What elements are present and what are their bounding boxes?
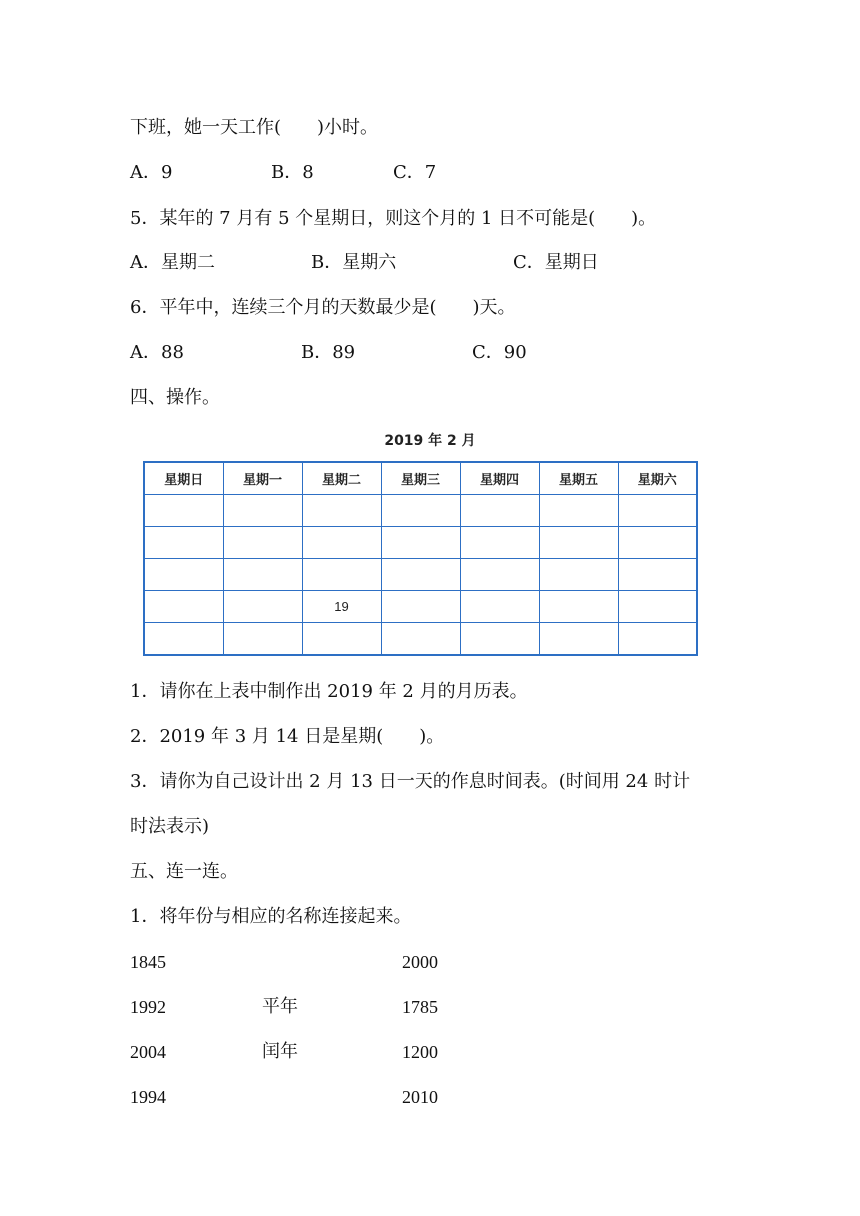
header-thursday: 星期四 [460,462,539,495]
q6-text: 6．平年中，连续三个月的天数最少是( )天。 [130,297,516,318]
year-right-2[interactable]: 1785 [402,997,438,1017]
calendar-week-row [144,495,697,527]
year-left-3[interactable]: 2004 [130,1042,166,1062]
calendar-cell[interactable] [618,591,697,623]
calendar-cell[interactable] [539,559,618,591]
header-tuesday: 星期二 [302,462,381,495]
calendar-cell[interactable] [539,623,618,656]
q5-option-a: A．星期二 [130,252,215,273]
calendar-title: 2019 年 2 月 [384,433,476,449]
q5-option-b: B．星期六 [311,252,397,273]
s4-question-2: 2．2019 年 3 月 14 日是星期( )。 [130,726,445,747]
calendar-cell[interactable] [144,495,223,527]
header-monday: 星期一 [223,462,302,495]
calendar-cell[interactable] [381,559,460,591]
calendar-cell[interactable] [539,495,618,527]
q4-tail: 下班，她一天工作( )小时。 [130,117,379,138]
calendar-table [143,461,698,656]
s5-question-1: 1．将年份与相应的名称连接起来。 [130,906,412,927]
calendar-cell[interactable] [381,591,460,623]
calendar-cell[interactable] [223,591,302,623]
year-right-1[interactable]: 2000 [402,952,438,972]
calendar-cell[interactable] [381,495,460,527]
calendar-cell[interactable] [618,527,697,559]
calendar-cell[interactable] [618,495,697,527]
calendar-cell[interactable] [460,527,539,559]
calendar-week-row [144,623,697,656]
section-five-heading: 五、连一连。 [130,861,238,882]
calendar-cell[interactable] [460,591,539,623]
calendar-cell[interactable] [144,623,223,656]
year-right-3[interactable]: 1200 [402,1042,438,1062]
calendar-cell[interactable] [302,495,381,527]
q6-option-b: B．89 [301,342,356,363]
q4-option-b: B．8 [271,162,314,183]
calendar-cell[interactable] [460,559,539,591]
year-left-2[interactable]: 1992 [130,997,166,1017]
q4-option-a: A．9 [130,162,173,183]
header-saturday: 星期六 [618,462,697,495]
q5-option-c: C．星期日 [513,252,599,273]
header-sunday: 星期日 [144,462,223,495]
label-common-year[interactable]: 平年 [262,996,298,1017]
year-right-4[interactable]: 2010 [402,1087,438,1107]
q6-option-c: C．90 [472,342,527,363]
calendar-cell[interactable] [144,527,223,559]
calendar-cell[interactable] [302,559,381,591]
calendar-cell[interactable] [302,623,381,656]
header-wednesday: 星期三 [381,462,460,495]
section-four-heading: 四、操作。 [130,387,220,408]
calendar-cell[interactable] [539,527,618,559]
calendar-cell[interactable] [302,527,381,559]
q6-option-a: A．88 [130,342,184,363]
calendar-cell[interactable] [223,495,302,527]
calendar-header-row [144,462,697,495]
calendar-cell[interactable] [223,559,302,591]
calendar-cell-filled[interactable]: 19 [302,591,381,623]
calendar-cell[interactable] [460,623,539,656]
calendar-cell[interactable] [539,591,618,623]
header-friday: 星期五 [539,462,618,495]
year-left-4[interactable]: 1994 [130,1087,166,1107]
calendar-cell[interactable] [460,495,539,527]
calendar-week-row [144,559,697,591]
calendar-cell[interactable] [381,623,460,656]
calendar-cell[interactable] [223,623,302,656]
calendar-cell[interactable] [223,527,302,559]
calendar-cell[interactable] [144,559,223,591]
s4-question-3-line1: 3．请你为自己设计出 2 月 13 日一天的作息时间表。(时间用 24 时计 [130,771,691,792]
calendar-cell[interactable] [381,527,460,559]
year-left-1[interactable]: 1845 [130,952,166,972]
s4-question-1: 1．请你在上表中制作出 2019 年 2 月的月历表。 [130,681,528,702]
s4-question-3-line2: 时法表示) [130,816,210,837]
calendar-cell[interactable] [618,623,697,656]
calendar-week-row [144,527,697,559]
label-leap-year[interactable]: 闰年 [262,1041,298,1062]
q4-option-c: C．7 [393,162,437,183]
q5-text: 5．某年的 7 月有 5 个星期日，则这个月的 1 日不可能是( )。 [130,208,657,229]
calendar-cell[interactable] [618,559,697,591]
calendar-cell[interactable] [144,591,223,623]
calendar-week-row [144,591,697,623]
